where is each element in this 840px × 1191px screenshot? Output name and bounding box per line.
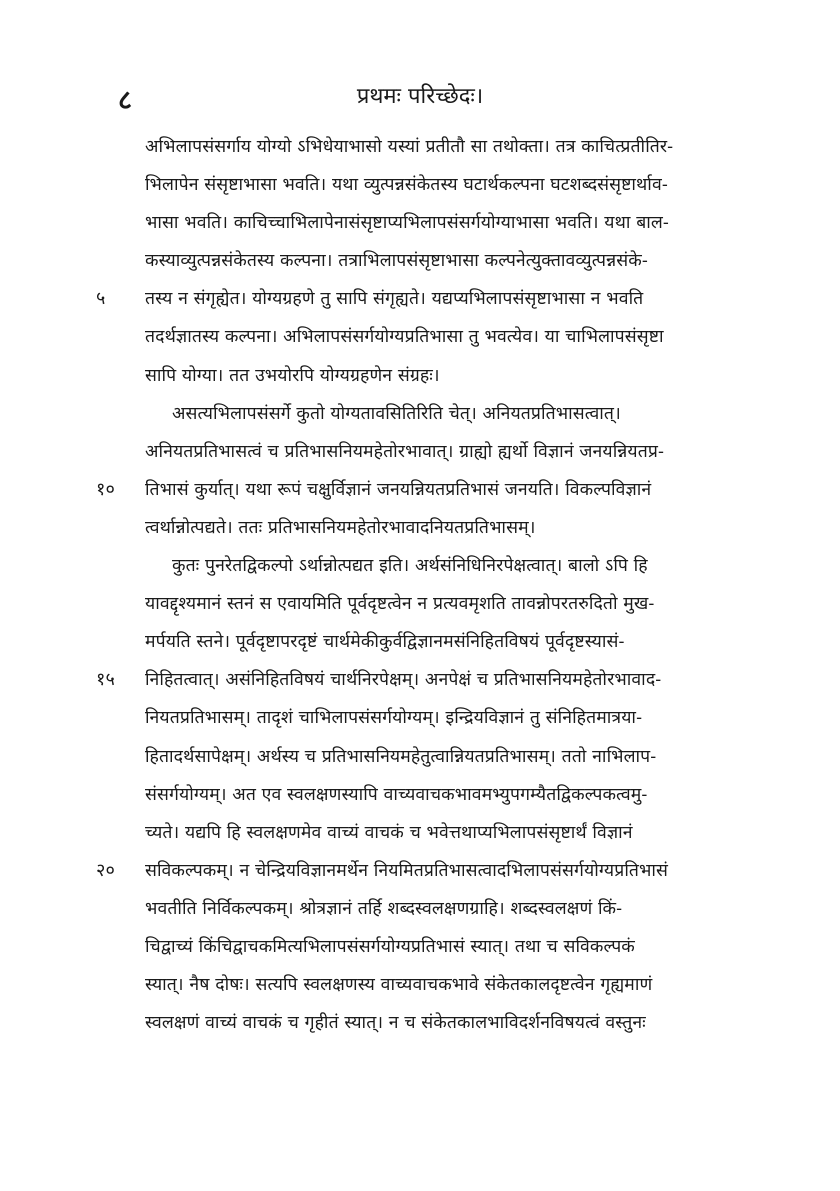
line-text: कुतः पुनरेतद्विकल्पो ऽर्थान्नोत्पद्यत इति। अर्थसंनिधिनिरपेक्षत्वात्। बालो ऽपि हि <box>172 556 648 577</box>
line-number: २० <box>96 859 115 881</box>
text-line <box>0 623 840 661</box>
text-line <box>0 128 840 166</box>
text-line <box>0 738 840 776</box>
line-text: च्यते। यद्यपि हि स्वलक्षणमेव वाच्यं वाचकं च भवेत्तथाप्यभिलापसंसृष्टार्थं विज्ञानं <box>145 822 633 843</box>
text-line <box>0 242 840 280</box>
line-text: असत्यभिलापसंसर्गे कुतो योग्यतावसितिरिति चेत्। अनियतप्रतिभासत्वात्। <box>172 403 621 424</box>
line-text: संसर्गयोग्यम्। अत एव स्वलक्षणस्यापि वाच्यवाचकभावमभ्युपगम्यैतद्विकल्पकत्वमु- <box>145 784 648 805</box>
line-text: चिद्वाच्यं किंचिद्वाचकमित्यभिलापसंसर्गयोग्यप्रतिभासं स्यात्। तथा च सविकल्पकं <box>145 936 635 957</box>
line-text: मर्पयति स्तने। पूर्वदृष्टापरदृष्टं चार्थमेकीकुर्वद्विज्ञानमसंनिहितविषयं पूर्वदृष्टस्यासं- <box>145 632 625 653</box>
line-text: तदर्थज्ञातस्य कल्पना। अभिलापसंसर्गयोग्यप्रतिभासा तु भवत्येव। या चाभिलापसंसृष्टा <box>145 327 664 348</box>
line-text: सविकल्पकम्। न चेन्द्रियविज्ञानमर्थेन नियमितप्रतिभासत्वादभिलापसंसर्गयोग्यप्रतिभासं <box>145 860 669 881</box>
text-line <box>0 280 840 318</box>
line-text: तिभासं कुर्यात्। यथा रूपं चक्षुर्विज्ञानं जनयन्नियतप्रतिभासं जनयति। विकल्पविज्ञानं <box>145 479 652 500</box>
text-line <box>0 166 840 204</box>
text-line <box>0 433 840 471</box>
page-header <box>0 80 840 114</box>
body-text <box>0 128 840 1042</box>
line-number: १५ <box>96 669 115 691</box>
line-text: भवतीति निर्विकल्पकम्। श्रोत्रज्ञानं तर्हि शब्दस्वलक्षणग्राहि। शब्दस्वलक्षणं किं- <box>145 898 623 919</box>
line-text: हितादर्थसापेक्षम्। अर्थस्य च प्रतिभासनियमहेतुत्वान्नियतप्रतिभासम्। ततो नाभिलाप- <box>145 746 657 767</box>
text-line <box>0 776 840 814</box>
line-text: स्यात्। नैष दोषः। सत्यपि स्वलक्षणस्य वाच्यवाचकभावे संकेतकालदृष्टत्वेन गृह्यमाणं <box>145 975 653 996</box>
page-number: ८ <box>118 85 133 116</box>
line-text: यावद्दृश्यमानं स्तनं स एवायमिति पूर्वदृष्टत्वेन न प्रत्यवमृशति तावन्नोपरतरुदितो मुख- <box>145 594 655 615</box>
text-line <box>0 852 840 890</box>
text-line <box>0 699 840 737</box>
running-title: प्रथमः परिच्छेदः। <box>356 84 484 109</box>
text-line <box>0 509 840 547</box>
text-line <box>0 661 840 699</box>
line-number: १० <box>96 478 115 500</box>
line-text: भासा भवति। काचिच्चाभिलापेनासंसृष्टाप्यभिलापसंसर्गयोग्याभासा भवति। यथा बाल- <box>145 213 669 234</box>
line-text: कस्याव्युत्पन्नसंकेतस्य कल्पना। तत्राभिलापसंसृष्टाभासा कल्पनेत्युक्तावव्युत्पन्नसंके- <box>145 251 648 272</box>
text-line <box>0 204 840 242</box>
text-line <box>0 547 840 585</box>
line-text: अभिलापसंसर्गाय योग्यो ऽभिधेयाभासो यस्यां प्रतीतौ सा तथोक्ता। तत्र काचित्प्रतीतिर- <box>145 137 674 157</box>
line-number: ५ <box>96 288 106 310</box>
text-line <box>0 890 840 928</box>
text-line <box>0 966 840 1004</box>
line-text: सापि योग्या। तत उभयोरपि योग्यग्रहणेन संग्रहः। <box>145 365 440 386</box>
text-line <box>0 395 840 433</box>
text-line <box>0 318 840 356</box>
line-text: भिलापेन संसृष्टाभासा भवति। यथा व्युत्पन्नसंकेतस्य घटार्थकल्पना घटशब्दसंसृष्टार्थाव- <box>145 175 668 196</box>
line-text: स्वलक्षणं वाच्यं वाचकं च गृहीतं स्यात्। न च संकेतकालभाविदर्शनविषयत्वं वस्तुनः <box>145 1013 646 1034</box>
text-line <box>0 585 840 623</box>
text-line <box>0 1004 840 1042</box>
text-line <box>0 814 840 852</box>
line-text: अनियतप्रतिभासत्वं च प्रतिभासनियमहेतोरभावात्। ग्राह्यो ह्यर्थो विज्ञानं जनयन्नियतप्र- <box>145 441 664 462</box>
line-text: निहितत्वात्। असंनिहितविषयं चार्थनिरपेक्षम्। अनपेक्षं च प्रतिभासनियमहेतोरभावाद- <box>145 670 662 691</box>
text-line <box>0 357 840 395</box>
text-line <box>0 928 840 966</box>
text-line <box>0 471 840 509</box>
line-text: नियतप्रतिभासम्। तादृशं चाभिलापसंसर्गयोग्यम्। इन्द्रियविज्ञानं तु संनिहितमात्रया- <box>145 708 643 729</box>
line-text: तस्य न संगृह्येत। योग्यग्रहणे तु सापि संगृह्यते। यद्यप्यभिलापसंसृष्टाभासा न भवति <box>145 289 644 310</box>
line-text: त्वर्थान्नोत्पद्यते। ततः प्रतिभासनियमहेतोरभावादनियतप्रतिभासम्। <box>145 517 536 538</box>
